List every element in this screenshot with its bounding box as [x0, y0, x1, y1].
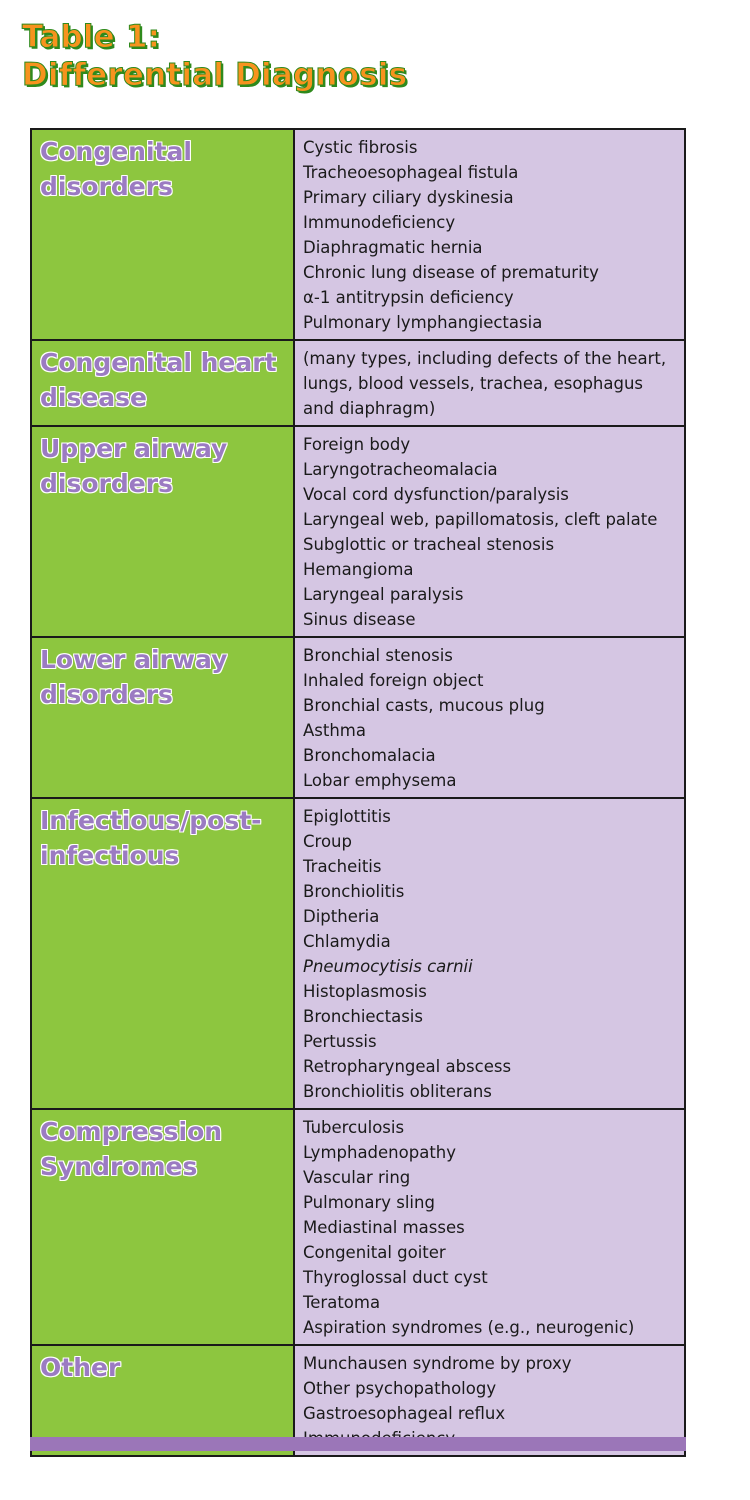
list-item: Cystic fibrosis [303, 138, 418, 157]
list-item: Munchausen syndrome by proxy [303, 1354, 572, 1373]
footer-bar [30, 1437, 686, 1451]
list-item: Vocal cord dysfunction/paralysis [303, 485, 569, 504]
list-item: Congenital goiter [303, 1243, 446, 1262]
list-item: Primary ciliary dyskinesia [303, 188, 514, 207]
diagnosis-list [295, 799, 684, 1108]
list-item: Tuberculosis [303, 1118, 405, 1137]
items-cell [294, 1109, 685, 1345]
title-line-1: Table 1: [22, 19, 161, 55]
diagnosis-list [295, 1110, 684, 1344]
category-label: Congenital disorders [40, 137, 192, 201]
list-item: (many types, including defects of the heart, lungs, blood vessels, trachea, esophagus and diaphragm) [303, 349, 667, 418]
list-item: Chronic lung disease of prematurity [303, 263, 599, 282]
list-item: Lobar emphysema [303, 771, 457, 790]
list-item: Subglottic or tracheal stenosis [303, 535, 555, 554]
list-item: Asthma [303, 721, 366, 740]
list-item: Pulmonary lymphangiectasia [303, 313, 543, 332]
list-item: Foreign body [303, 435, 411, 454]
list-item: Pneumocytisis carnii [303, 957, 473, 976]
list-item: Bronchiectasis [303, 1007, 423, 1026]
table-row [31, 637, 685, 798]
category-cell [31, 798, 294, 1109]
list-item: Retropharyngeal abscess [303, 1057, 512, 1076]
category-cell [31, 426, 294, 637]
list-item: Laryngotracheomalacia [303, 460, 498, 479]
diagnosis-list [295, 130, 684, 339]
list-item: Laryngeal paralysis [303, 585, 464, 604]
list-item: Vascular ring [303, 1168, 411, 1187]
list-item: Lymphadenopathy [303, 1143, 457, 1162]
list-item: Bronchiolitis obliterans [303, 1082, 492, 1101]
list-item: Gastroesophageal reflux [303, 1404, 506, 1423]
list-item: Histoplasmosis [303, 982, 427, 1001]
category-cell [31, 1109, 294, 1345]
items-cell [294, 426, 685, 637]
differential-diagnosis-table [30, 128, 686, 1457]
list-item: Pulmonary sling [303, 1193, 435, 1212]
list-item: Immunodeficiency [303, 213, 456, 232]
list-item: Other psychopathology [303, 1379, 497, 1398]
list-item: Epiglottitis [303, 807, 391, 826]
table-row [31, 129, 685, 340]
category-label: Upper airway disorders [40, 434, 228, 498]
category-label: Compression Syndromes [40, 1117, 223, 1181]
list-item: Diptheria [303, 907, 380, 926]
list-item: Diaphragmatic hernia [303, 238, 483, 257]
table-row [31, 798, 685, 1109]
table-row [31, 340, 685, 426]
category-label: Lower airway disorders [40, 645, 228, 709]
category-label: Congenital heart disease [40, 348, 277, 412]
list-item: Aspiration syndromes (e.g., neurogenic) [303, 1318, 635, 1337]
list-item: Inhaled foreign object [303, 671, 484, 690]
list-item: α-1 antitrypsin deficiency [303, 288, 514, 307]
list-item: Pertussis [303, 1032, 377, 1051]
category-label: Other [40, 1353, 121, 1382]
category-cell [31, 637, 294, 798]
list-item: Bronchomalacia [303, 746, 436, 765]
list-item: Bronchial stenosis [303, 646, 453, 665]
list-item: Chlamydia [303, 932, 391, 951]
list-item: Tracheoesophageal fistula [303, 163, 519, 182]
items-cell [294, 798, 685, 1109]
list-item: Sinus disease [303, 610, 416, 629]
category-cell [31, 340, 294, 426]
list-item: Thyroglossal duct cyst [303, 1268, 488, 1287]
list-item: Bronchial casts, mucous plug [303, 696, 545, 715]
list-item: Mediastinal masses [303, 1218, 465, 1237]
diagnosis-list [295, 638, 684, 797]
list-item: Laryngeal web, papillomatosis, cleft palate [303, 510, 658, 529]
table-row [31, 1109, 685, 1345]
list-item: Teratoma [303, 1293, 381, 1312]
category-label: Infectious/post- infectious [40, 806, 262, 870]
category-cell [31, 129, 294, 340]
diagnosis-list [295, 341, 684, 425]
items-cell [294, 637, 685, 798]
items-cell [294, 340, 685, 426]
list-item: Bronchiolitis [303, 882, 405, 901]
list-item: Hemangioma [303, 560, 414, 579]
items-cell [294, 129, 685, 340]
list-item: Croup [303, 832, 352, 851]
title-line-2: Differential Diagnosis [22, 57, 408, 93]
list-item: Tracheitis [303, 857, 382, 876]
table-row [31, 426, 685, 637]
diagnosis-list [295, 427, 684, 636]
page-title [22, 18, 407, 94]
